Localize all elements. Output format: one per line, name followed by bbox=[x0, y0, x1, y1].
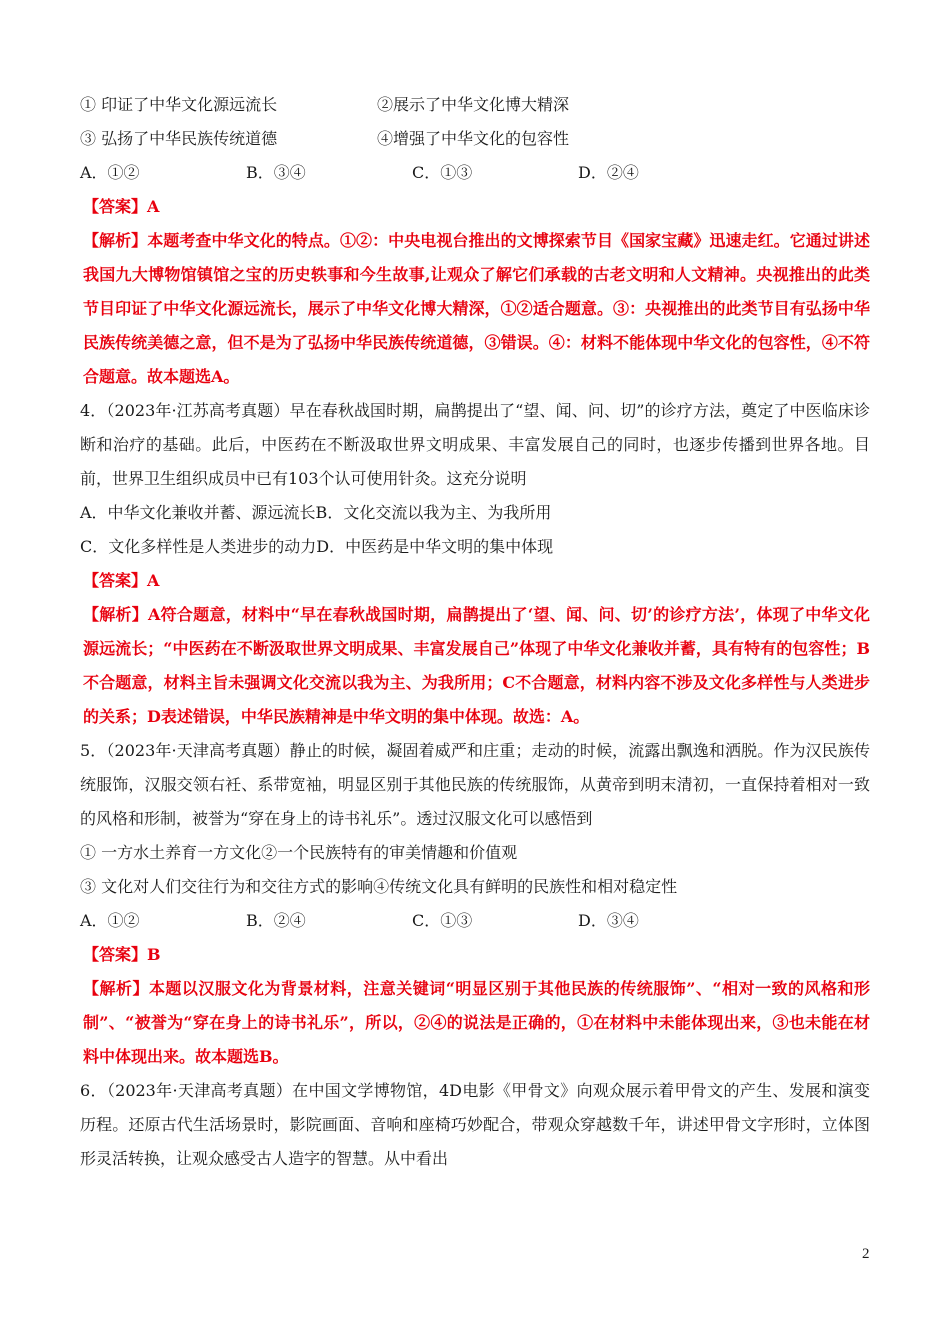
q5-choices bbox=[80, 904, 870, 938]
q3-choices bbox=[80, 156, 870, 190]
q5-stem: 5．（2023年·天津高考真题）静止的时候，凝固着威严和庄重；走动的时候，流露出飘逸和洒脱。作为汉民族传统服饰，汉服交领右衽、系带宽袖，明显区别于其他民族的传统服饰，从黄帝到明末清初，一直保持着相对一致的风格和形制，被誉为“穿在身上的诗书礼乐”。透过汉服文化可以感悟到 bbox=[80, 741, 870, 828]
q4-choice-line-2: C．文化多样性是人类进步的动力D．中医药是中华文明的集中体现 bbox=[80, 537, 554, 556]
q5-choice-c: C．①③ bbox=[412, 911, 473, 930]
q3-options-row-1 bbox=[80, 88, 870, 122]
page-number: 2 bbox=[862, 1246, 870, 1262]
q4-analysis: 【解析】A符合题意，材料中“早在春秋战国时期，扁鹊提出了‘望、闻、问、切’的诊疗方法’，体现了中华文化源远流长；“中医药在不断汲取世界文明成果、丰富发展自己”体现了中华文化兼收并蓄，具有特有的包容性；B不合题意，材料主旨未强调文化交流以我为主、为我所用；C不合题意，材料内容不涉及文化多样性与人类进步的关系；D表述错误，中华民族精神是中华文明的集中体现。故选：A。 bbox=[83, 605, 870, 726]
q3-option-3: ③ 弘扬了中华民族传统道德 bbox=[80, 129, 278, 148]
q3-choice-d: D．②④ bbox=[578, 163, 639, 182]
q3-answer: 【答案】A bbox=[83, 197, 160, 216]
q3-option-1: ① 印证了中华文化源远流长 bbox=[80, 95, 278, 114]
page-content bbox=[80, 88, 870, 1176]
q3-options-row-2 bbox=[80, 122, 870, 156]
q5-answer: 【答案】B bbox=[83, 945, 161, 964]
q5-choice-d: D．③④ bbox=[578, 911, 639, 930]
q4-choice-line-1: A．中华文化兼收并蓄、源远流长B．文化交流以我为主、为我所用 bbox=[80, 503, 552, 522]
q3-choice-a: A．①② bbox=[80, 163, 140, 182]
q3-choice-c: C．①③ bbox=[412, 163, 473, 182]
q5-option-line-1: ① 一方水土养育一方文化②一个民族特有的审美情趣和价值观 bbox=[80, 843, 518, 862]
q3-analysis: 【解析】本题考查中华文化的特点。①②：中央电视台推出的文博探索节目《国家宝藏》迅速走红。它通过讲述我国九大博物馆镇馆之宝的历史轶事和今生故事,让观众了解它们承载的古老文明和人文精神。央视推出的此类节目印证了中华文化源远流长，展示了中华文化博大精深，①②适合题意。③：央视推出的此类节目有弘扬中华民族传统美德之意，但不是为了弘扬中华民族传统道德，③错误。④：材料不能体现中华文化的包容性，④不符合题意。故本题选A。 bbox=[83, 231, 870, 386]
q3-option-4: ④增强了中华文化的包容性 bbox=[377, 129, 570, 148]
q3-option-2: ②展示了中华文化博大精深 bbox=[377, 95, 570, 114]
q4-answer: 【答案】A bbox=[83, 571, 160, 590]
q5-choice-a: A．①② bbox=[80, 911, 140, 930]
q4-stem: 4．（2023年·江苏高考真题）早在春秋战国时期，扁鹊提出了“望、闻、问、切”的诊疗方法，奠定了中医临床诊断和治疗的基础。此后，中医药在不断汲取世界文明成果、丰富发展自己的同时，也逐步传播到世界各地。目前，世界卫生组织成员中已有103个认可使用针灸。这充分说明 bbox=[80, 401, 870, 488]
q6-stem: 6．（2023年·天津高考真题）在中国文学博物馆，4D电影《甲骨文》向观众展示着甲骨文的产生、发展和演变历程。还原古代生活场景时，影院画面、音响和座椅巧妙配合，带观众穿越数千年，讲述甲骨文字形时，立体图形灵活转换，让观众感受古人造字的智慧。从中看出 bbox=[80, 1081, 870, 1168]
q5-option-line-2: ③ 文化对人们交往行为和交往方式的影响④传统文化具有鲜明的民族性和相对稳定性 bbox=[80, 877, 678, 896]
q5-choice-b: B．②④ bbox=[246, 911, 306, 930]
q3-choice-b: B．③④ bbox=[246, 163, 306, 182]
q5-analysis: 【解析】本题以汉服文化为背景材料，注意关键词“明显区别于其他民族的传统服饰”、“相对一致的风格和形制”、“被誉为“穿在身上的诗书礼乐”，所以，②④的说法是正确的，①在材料中未能体现出来，③也未能在材料中体现出来。故本题选B。 bbox=[83, 979, 870, 1066]
